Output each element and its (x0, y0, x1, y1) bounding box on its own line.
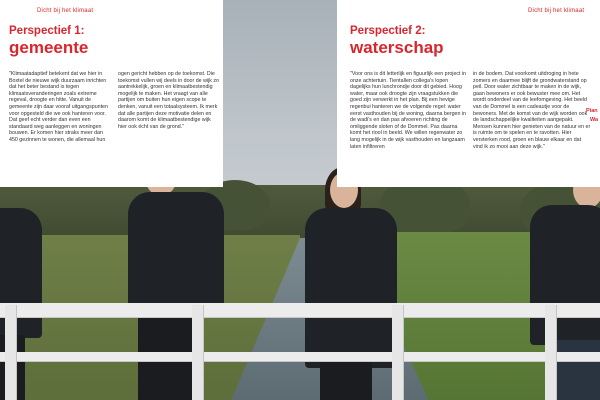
right-text-panel (337, 0, 600, 187)
railing-top (0, 303, 600, 318)
left-column-1-text: "Klimaatadaptief betekent dat we hier in Boxtel de nieuwe wijk duurzaam inrichten dat het beter bestand is tegen klimaatsveranderingen zoals extreme regeval, droogte en hitte. Vanuit de gemeente zijn daar vooraf uitgangspunten voor opgesteld die we ook hanteren voor. Dat geef echt verder dan even een standaard weg aanleggen en woningen bouwen. Er komen hier straks meer dan 450 gezinnen te wonen, die allemaal hun (9, 71, 108, 143)
left-title-line1: Perspectief 1: (9, 25, 85, 37)
left-text-panel (0, 0, 223, 187)
railing-post (545, 305, 557, 400)
right-column-2 (473, 71, 591, 150)
left-column-2-text: ogen gericht hebben op de toekomst. Die toekomst vullen wij deels in door de wijk zo aantrekkelijk, groen en klimaatbestendig mogelijk te maken. Het vraagt van alle partijen om buiten hun eigen scope te denken, vanuit een totaalsysteem. Ik merk dat alle partijen deze motivatie delen en daarom komt de klimaatbestendige wijk hier ook écht van de grond." (118, 71, 219, 130)
page-header-left: Dicht bij het klimaat (37, 8, 94, 14)
right-column-1 (350, 71, 468, 150)
right-page-title (350, 25, 444, 57)
left-page-title (9, 25, 88, 57)
left-column-2 (118, 71, 219, 130)
right-title-line1: Perspectief 2: (350, 25, 426, 37)
right-column-2-text: in de bodem. Dat voorkomt uitdroging in hete zomers en daarmee blijft de grondwaterstand op peil. Door water zichtbaar te maken in de wijk, gaan bewoners er ook bewuster mee om. Het wordt onderdeel van de leefomgeving. Het beeld van de Dommel is een cadeautje voor de bewoners. Met de komst van de wijk worden ook de landschappelijke kwaliteiten aangepakt. Mensen kunnen hier genieten van de natuur en er is ruimte om te spelen en te ravotten. Hier versterken rood, groen en blauw elkaar en dat vind ik zo mooi aan deze wijk." (473, 71, 591, 150)
railing-post (392, 305, 404, 400)
railing-post (5, 305, 17, 400)
railing-middle (0, 352, 600, 362)
edge-text-2: Wa (590, 117, 599, 123)
left-title-line2: gemeente (9, 38, 89, 57)
railing-post (192, 305, 204, 400)
page-header-right: Dicht bij het klimaat (528, 8, 585, 14)
left-column-1 (9, 71, 112, 144)
right-title-line2: waterschap (350, 38, 444, 57)
edge-text-1: Pian (586, 108, 598, 114)
right-column-1-text: "Voor ons is dit letterlijk en figuurlijk een project in onze achtertuin. Tientallen collega's lopen dagelijks hun lunchrondje door dit gebied. Hoog water, maar ook droogte zijn vraagstukken die goed zijn verwerkt in het plan. Bij een hevige regenbui hanteren we de volgende regel: water eerst vasthouden bij de woning, daarna bergen in de wadi's en dan pas afvoeren richting de omliggende sloten of de Dommel. Pas daarna komt het riool in beeld. We willen regenwater zo lang mogelijk in de wijk vasthouden en langzaam laten infiltreren (350, 71, 467, 150)
